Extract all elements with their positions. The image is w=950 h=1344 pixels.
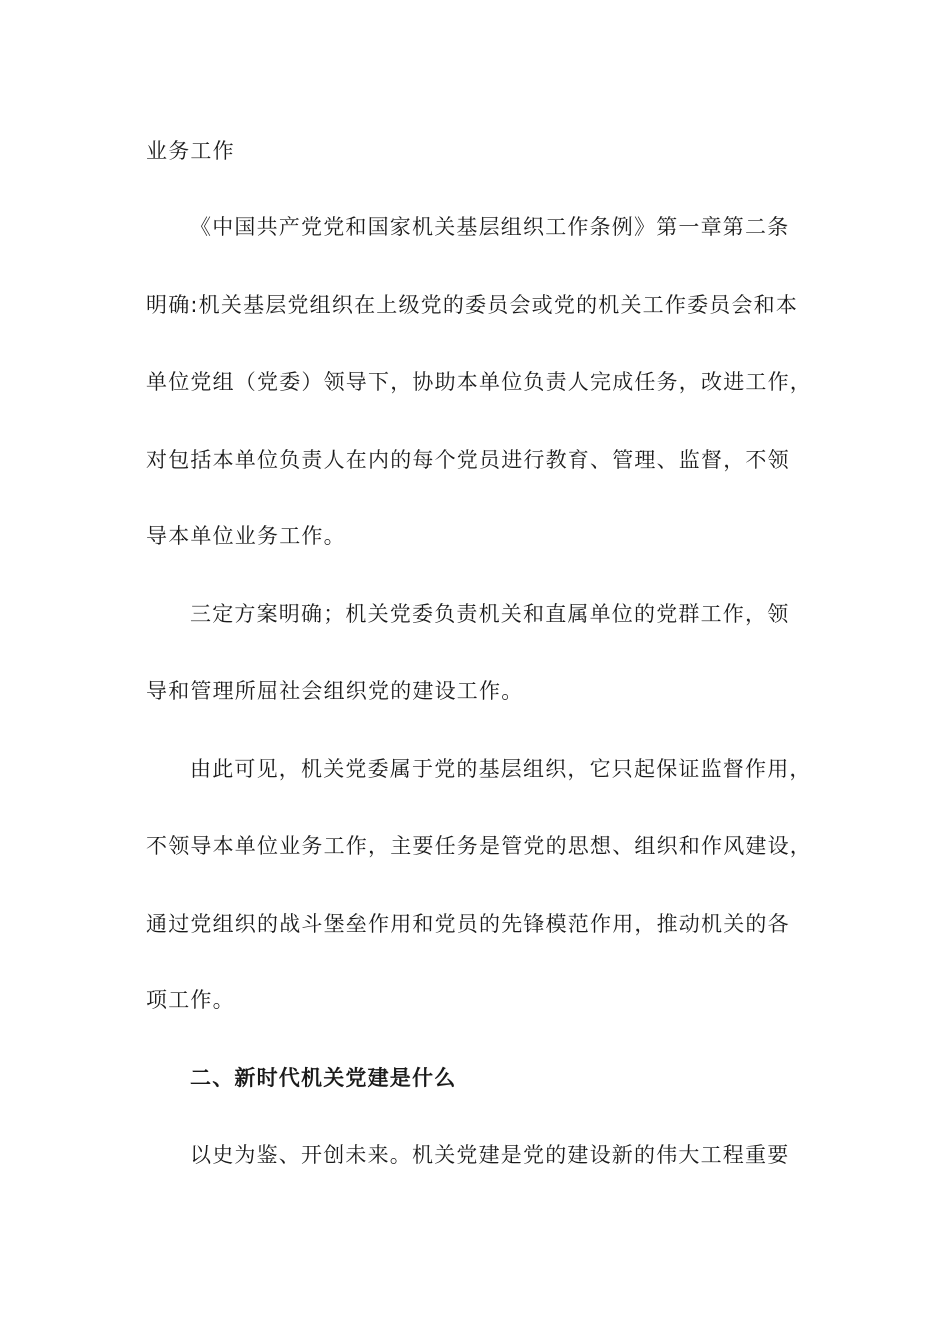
text-line: 导和管理所屈社会组织党的建设工作。	[146, 679, 524, 703]
text-line: 单位党组（党委）领导下，协助本单位负责人完成任务，改进工作，	[146, 370, 812, 394]
text-line: 对包括本单位负责人在内的每个党员进行教育、管理、监督，不领	[146, 448, 790, 472]
paragraph-first-line: 以史为鉴、开创未来。机关党建是党的建设新的伟大工程重要	[190, 1143, 790, 1167]
text-line: 项工作。	[146, 988, 235, 1012]
text-line: 导本单位业务工作。	[146, 524, 346, 548]
text-line: 业务工作	[146, 139, 235, 163]
section-heading: 二、新时代机关党建是什么	[190, 1066, 457, 1090]
text-line: 通过党组织的战斗堡垒作用和党员的先锋模范作用，推动机关的各	[146, 912, 790, 936]
paragraph-first-line: 由此可见，机关党委属于党的基层组织，它只起保证监督作用，	[190, 757, 812, 781]
paragraph-first-line: 《中国共产党党和国家机关基层组织工作条例》第一章第二条	[190, 215, 790, 239]
text-line: 不领导本单位业务工作，主要任务是管党的思想、组织和作风建设，	[146, 834, 812, 858]
text-line: 明确:机关基层党组织在上级党的委员会或党的机关工作委员会和本	[146, 293, 799, 317]
paragraph-first-line: 三定方案明确；机关党委负责机关和直属单位的党群工作，领	[190, 602, 790, 626]
